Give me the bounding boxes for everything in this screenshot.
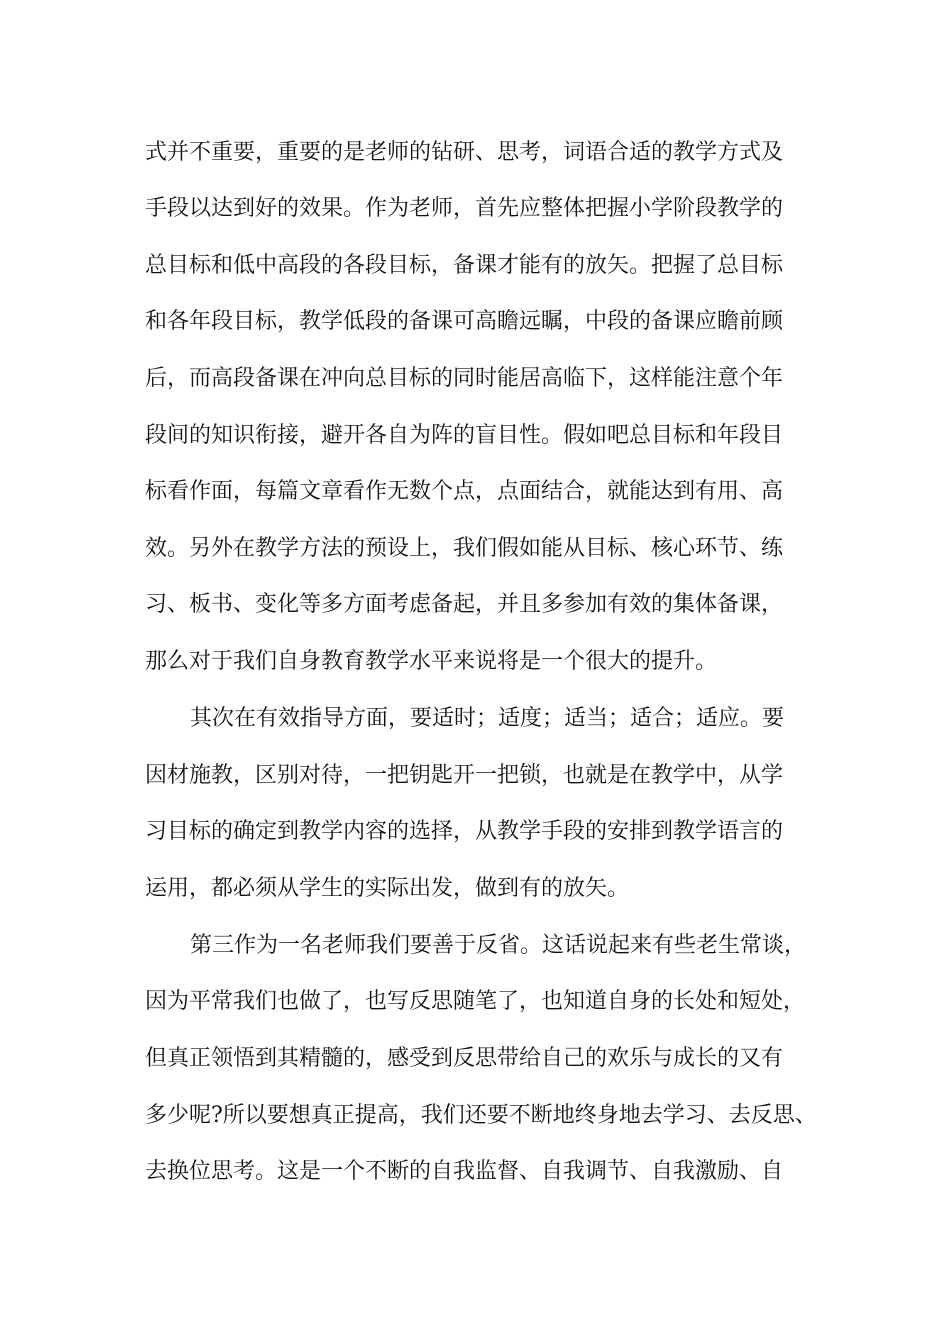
paragraph-start-line: 其次在有效指导方面，要适时；适度；适当；适合；适应。要 (190, 706, 785, 731)
text-line: 因材施教，区别对待，一把钥匙开一把锁，也就是在教学中，从学 (145, 763, 784, 788)
text-line: 手段以达到好的效果。作为老师，首先应整体把握小学阶段教学的 (145, 196, 784, 221)
text-line: 总目标和低中高段的各段目标，备课才能有的放矢。把握了总目标 (145, 253, 784, 278)
text-line: 运用，都必须从学生的实际出发，做到有的放矢。 (145, 876, 630, 901)
text-line: 和各年段目标，教学低段的备课可高瞻远瞩，中段的备课应瞻前顾 (145, 309, 784, 334)
text-line: 但真正领悟到其精髓的，感受到反思带给自己的欢乐与成长的又有 (145, 1046, 784, 1071)
text-line: 段间的知识衔接，避开各自为阵的盲目性。假如吧总目标和年段目 (145, 423, 784, 448)
paragraph-start-line: 第三作为一名老师我们要善于反省。这话说起来有些老生常谈， (190, 933, 807, 958)
text-line: 后，而高段备课在冲向总目标的同时能居高临下，这样能注意个年 (145, 366, 784, 391)
text-line: 去换位思考。这是一个不断的自我监督、自我调节、自我激励、自 (145, 1159, 784, 1184)
text-line: 习、板书、变化等多方面考虑备起，并且多参加有效的集体备课， (145, 592, 784, 617)
text-line: 效。另外在教学方法的预设上，我们假如能从目标、核心环节、练 (145, 536, 784, 561)
text-line: 习目标的确定到教学内容的选择，从教学手段的安排到教学语言的 (145, 819, 784, 844)
text-line: 那么对于我们自身教育教学水平来说将是一个很大的提升。 (145, 649, 718, 674)
text-line: 因为平常我们也做了，也写反思随笔了，也知道自身的长处和短处， (145, 989, 806, 1014)
text-line: 多少呢?所以要想真正提高，我们还要不断地终身地去学习、去反思、 (145, 1103, 817, 1128)
text-line: 标看作面，每篇文章看作无数个点，点面结合，就能达到有用、高 (145, 479, 784, 504)
text-line: 式并不重要，重要的是老师的钻研、思考，词语合适的教学方式及 (145, 140, 784, 165)
